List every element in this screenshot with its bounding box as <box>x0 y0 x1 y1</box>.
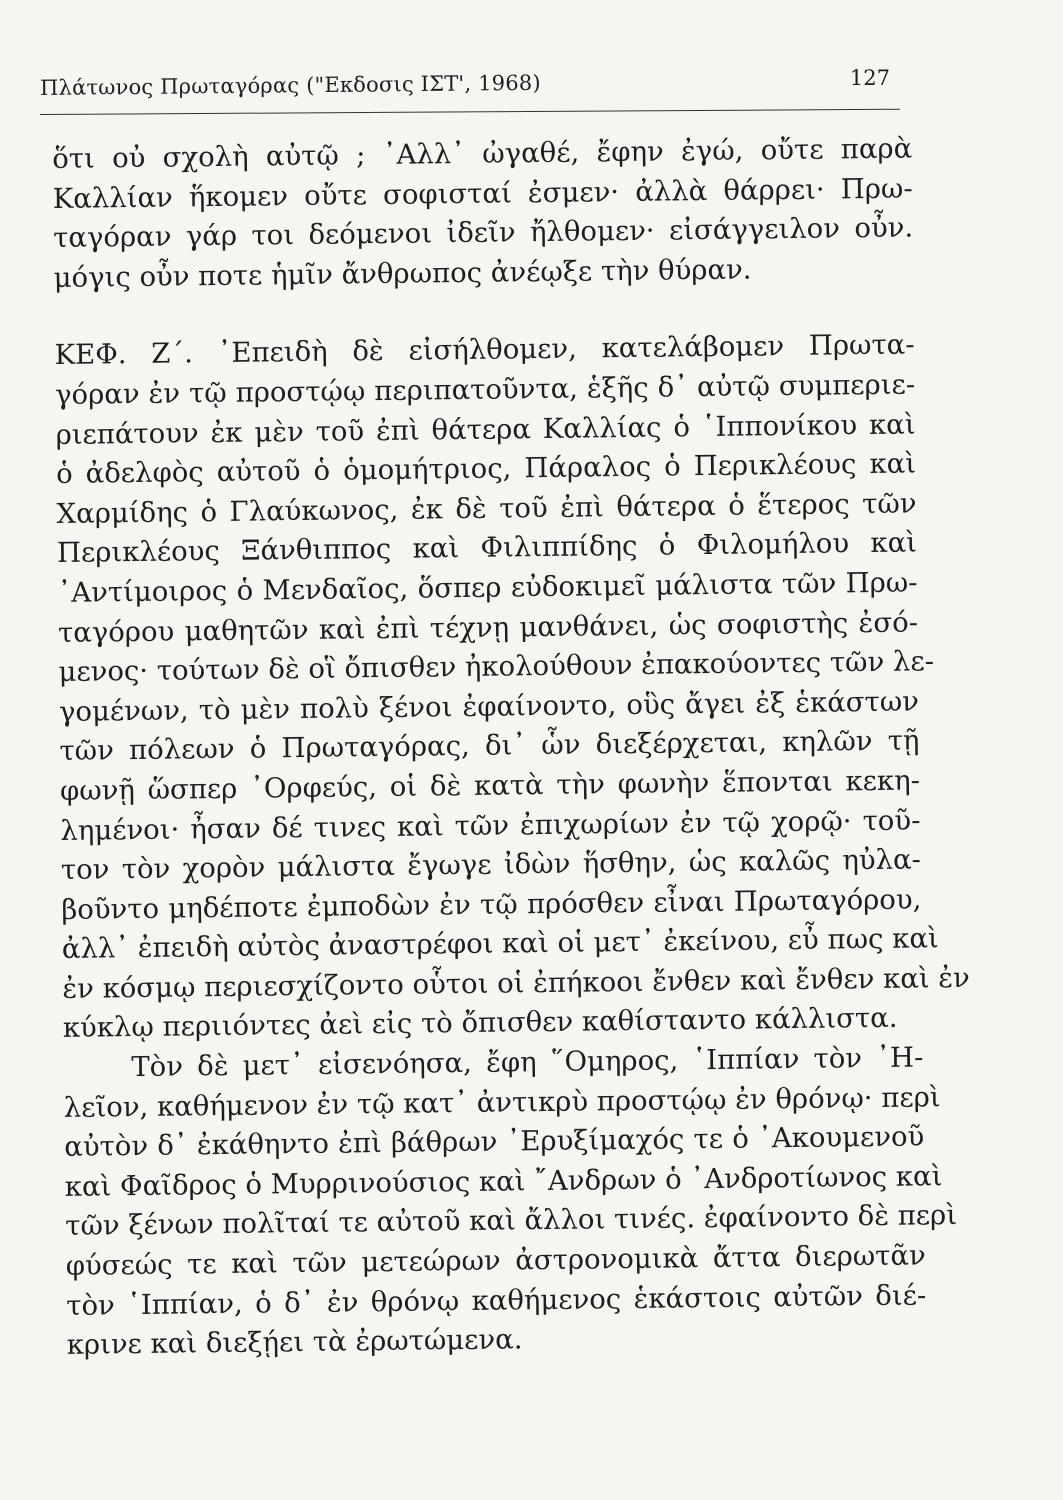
text-line: τῶν πόλεων ὁ Πρωταγόρας, δι᾿ ὧν διεξέρχεται, κηλῶν τῇ <box>59 724 920 768</box>
body-text <box>52 129 970 1365</box>
page-number: 127 <box>849 66 890 90</box>
text-line: κύκλῳ περιιόντες ἀεὶ εἰς τὸ ὄπισθεν καθίσταντο κάλλιστα. <box>62 1002 898 1045</box>
text-line: ριεπάτουν ἐκ μὲν τοῦ ἐπὶ θάτερα Καλλίας ὁ ῾Ιππονίκου καὶ <box>55 408 916 451</box>
text-line: αὐτὸν δ᾿ ἐκάθηντο ἐπὶ βάθρων ᾿Ερυξίμαχός τε ὁ ᾿Ακουμενοῦ <box>64 1120 925 1164</box>
text-line: γομένων, τὸ μὲν πολὺ ξένοι ἐφαίνοντο, οὓς ἄγει ἐξ ἑκάστων <box>58 685 920 728</box>
text-line: κρινε καὶ διεξῄει τὰ ἐρωτώμενα. <box>66 1323 523 1362</box>
running-title: Πλάτωνος Πρωταγόρας ("Εκδοσις ΙΣΤ', 1968) <box>39 70 541 100</box>
text-line: ὅτι οὐ σχολὴ αὐτῷ ; ᾿Αλλ᾿ ὠγαθέ, ἔφην ἐγώ, οὔτε παρὰ <box>52 132 913 175</box>
running-head <box>39 66 900 110</box>
text-line: τὸν ῾Ιππίαν, ὁ δ᾿ ἐν θρόνῳ καθήμενος ἑκάστοις αὐτῶν διέ- <box>66 1279 927 1322</box>
text-line: γόραν ἐν τῷ προστῴῳ περιπατοῦντα, ἑξῆς δ᾿ αὐτῷ συμπεριε- <box>54 368 916 411</box>
text-line: ταγόραν γάρ τοι δεόμενοι ἰδεῖν ἤλθομεν· εἰσάγγειλον οὖν. <box>53 211 914 255</box>
text-line: ΚΕΦ. Ζ΄. ᾿Επειδὴ δὲ εἰσήλθομεν, κατελάβομεν Πρωτα- <box>54 328 915 372</box>
paragraph-2 <box>54 326 970 1049</box>
text-line: λεῖον, καθήμενον ἐν τῷ κατ᾿ ἀντικρὺ προστῴῳ ἐν θρόνῳ· περὶ <box>63 1080 941 1124</box>
text-line: Χαρμίδης ὁ Γλαύκωνος, ἐκ δὲ τοῦ ἐπὶ θάτερα ὁ ἕτερος τῶν <box>56 487 917 530</box>
text-line: ᾿Αντίμοιρος ὁ Μενδαῖος, ὅσπερ εὐδοκιμεῖ μάλιστα τῶν Πρω- <box>57 566 918 609</box>
text-line: φωνῇ ὥσπερ ᾿Ορφεύς, οἱ δὲ κατὰ τὴν φωνὴν ἕπονται κεκη- <box>59 764 921 807</box>
text-line: τῶν ξένων πολῖταί τε αὐτοῦ καὶ ἄλλοι τινές. ἐφαίνοντο δὲ περὶ <box>65 1199 958 1243</box>
text-line: Τὸν δὲ μετ᾿ εἰσενόησα, ἔφη ῞Ομηρος, ῾Ιππίαν τὸν ᾿Η- <box>131 1041 924 1084</box>
text-line: ὁ ἀδελφὸς αὐτοῦ ὁ ὁμομήτριος, Πάραλος ὁ Περικλέους καὶ <box>55 447 917 491</box>
text-line: λημένοι· ἦσαν δέ τινες καὶ τῶν ἐπιχωρίων ἐν τῷ χορῷ· τοῦ- <box>60 803 921 847</box>
text-line: καὶ Φαῖδρος ὁ Μυρρινούσιος καὶ ῎Ανδρων ὁ ᾿Ανδροτίωνος καὶ <box>64 1160 943 1203</box>
text-line: ταγόρου μαθητῶν καὶ ἐπὶ τέχνῃ μανθάνει, ὡς σοφιστὴς ἐσό- <box>57 605 919 649</box>
text-line: ἐν κόσμῳ περιεσχίζοντο οὗτοι οἱ ἐπήκοοι ἔνθεν καὶ ἔνθεν καὶ ἐν <box>62 961 970 1005</box>
text-line: Περικλέους Ξάνθιππος καὶ Φιλιππίδης ὁ Φιλομήλου καὶ <box>56 526 918 570</box>
text-line: Καλλίαν ἥκομεν οὔτε σοφισταί ἐσμεν· ἀλλὰ θάρρει· Πρω- <box>52 172 913 215</box>
header-rule <box>40 109 900 115</box>
text-line: μόγις οὖν ποτε ἡμῖν ἄνθρωπος ἀνέῳξε τὴν θύραν. <box>53 253 752 294</box>
text-line: μενος· τούτων δὲ οἳ ὄπισθεν ἠκολούθουν ἐπακούοντες τῶν λε- <box>58 645 935 689</box>
paragraph-3 <box>63 1038 958 1365</box>
text-line: τον τὸν χορὸν μάλιστα ἔγωγε ἰδὼν ἥσθην, ὡς καλῶς ηὐλα- <box>60 843 922 887</box>
text-line: ἀλλ᾿ ἐπειδὴ αὐτὸς ἀναστρέφοι καὶ οἱ μετ᾿ ἐκείνου, εὖ πως καὶ <box>61 922 939 966</box>
text-line: φύσεώς τε καὶ τῶν μετεώρων ἀστρονομικὰ ἄττα διερωτᾶν <box>65 1239 926 1282</box>
text-line: βοῦντο μηδέποτε ἐμποδὼν ἐν τῷ πρόσθεν εἶναι Πρωταγόρου, <box>61 883 922 926</box>
paragraph-1 <box>52 129 914 298</box>
